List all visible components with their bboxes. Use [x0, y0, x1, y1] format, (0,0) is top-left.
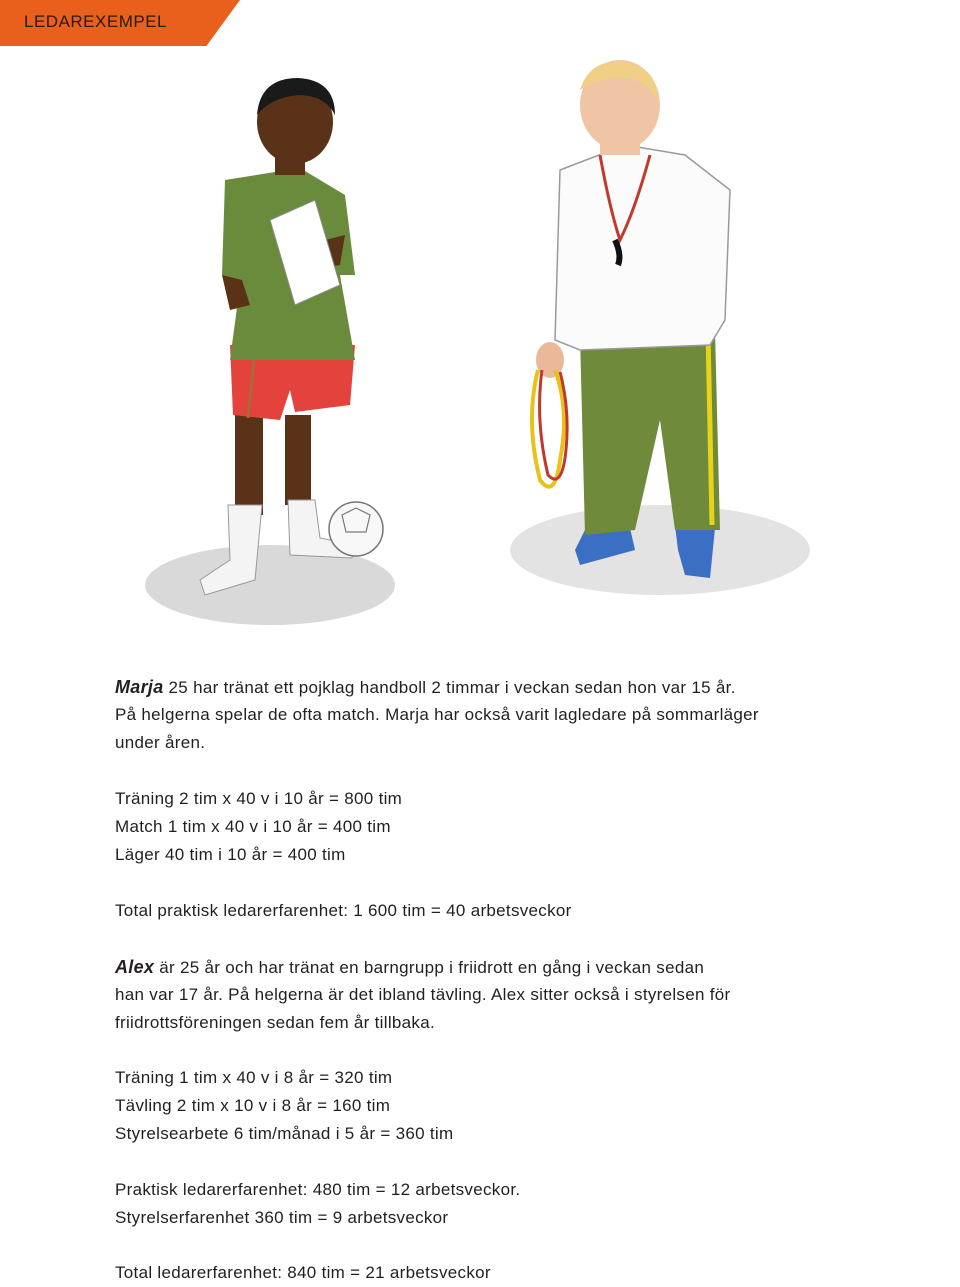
marja-calc-line: Träning 2 tim x 40 v i 10 år = 800 tim	[115, 789, 403, 808]
alex-summary-line: Styrelserfarenhet 360 tim = 9 arbetsveckor	[115, 1208, 449, 1227]
alex-total: Total ledarerfarenhet: 840 tim = 21 arbetsveckor	[115, 1263, 491, 1282]
marja-intro-line-3: under åren.	[115, 733, 206, 752]
alex-figure	[532, 60, 730, 578]
illustration-two-leaders	[130, 60, 830, 630]
marja-calc-line: Läger 40 tim i 10 år = 400 tim	[115, 845, 346, 864]
marja-shadow	[145, 545, 395, 625]
alex-shadow	[510, 505, 810, 595]
marja-figure	[200, 78, 383, 595]
section-tab-label: LEDAREXEMPEL	[24, 12, 167, 31]
alex-intro-text: är 25 år och har tränat en barngrupp i friidrott en gång i veckan sedan	[154, 958, 705, 977]
marja-name: Marja	[115, 677, 164, 697]
alex-name: Alex	[115, 957, 155, 977]
marja-intro-line-2: På helgerna spelar de ofta match. Marja har också varit lagledare på sommarläger	[115, 705, 759, 724]
alex-intro-line-1	[115, 953, 704, 982]
marja-intro-text: 25 har tränat ett pojklag handboll 2 timmar i veckan sedan hon var 15 år.	[163, 678, 736, 697]
alex-intro-line-2: han var 17 år. På helgerna är det ibland tävling. Alex sitter också i styrelsen för	[115, 985, 731, 1004]
marja-total: Total praktisk ledarerfarenhet: 1 600 tim = 40 arbetsveckor	[115, 901, 572, 920]
alex-summary-line: Praktisk ledarerfarenhet: 480 tim = 12 arbetsveckor.	[115, 1180, 521, 1199]
alex-calc-line: Tävling 2 tim x 10 v i 8 år = 160 tim	[115, 1096, 391, 1115]
alex-calc-line: Styrelsearbete 6 tim/månad i 5 år = 360 tim	[115, 1124, 454, 1143]
marja-calc-line: Match 1 tim x 40 v i 10 år = 400 tim	[115, 817, 391, 836]
alex-calc-line: Träning 1 tim x 40 v i 8 år = 320 tim	[115, 1068, 393, 1087]
alex-intro-line-3: friidrottsföreningen sedan fem år tillbaka.	[115, 1013, 436, 1032]
marja-intro-line-1	[115, 673, 736, 702]
